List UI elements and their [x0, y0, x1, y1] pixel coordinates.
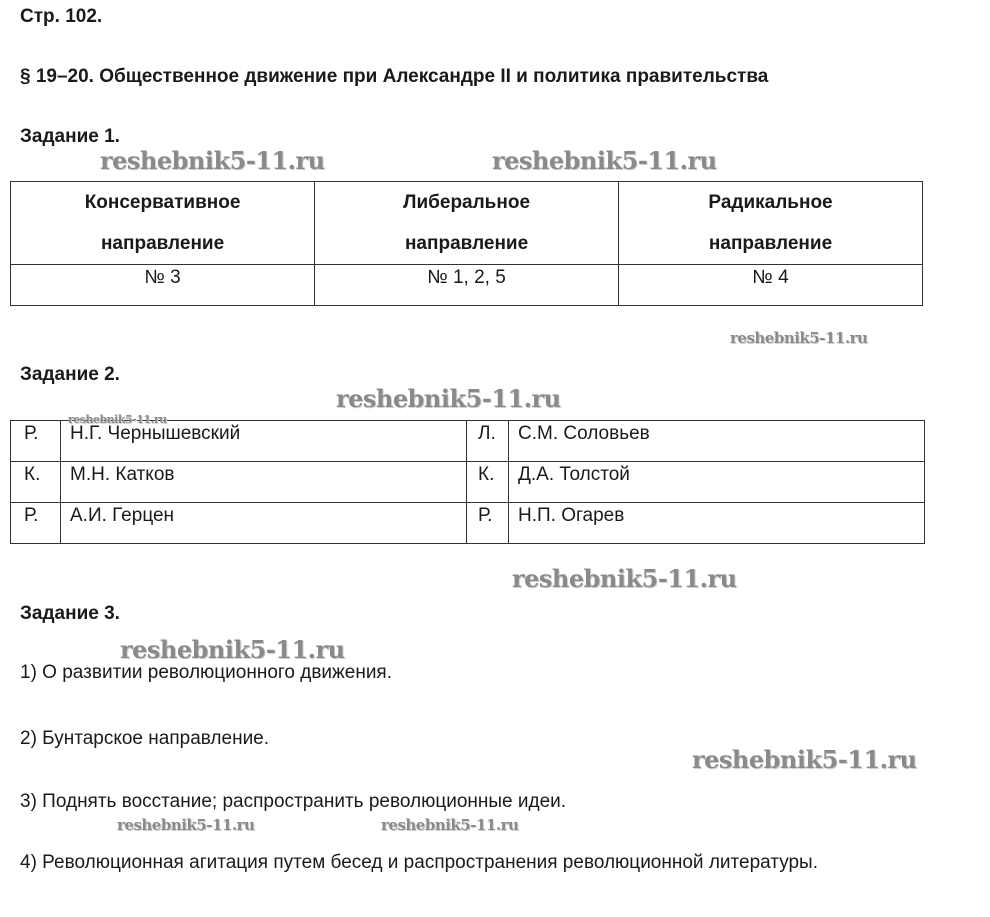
watermark: reshebnik5-11.ru: [512, 564, 737, 593]
watermark: reshebnik5-11.ru: [100, 146, 325, 175]
header-radical: Радикальное направление: [619, 182, 923, 265]
watermark: reshebnik5-11.ru: [117, 816, 255, 834]
value-liberal: № 1, 2, 5: [315, 265, 619, 306]
mark-cell: К.: [11, 462, 61, 503]
answer-4: 4) Революционная агитация путем бесед и распространения революционной литературы.: [20, 852, 818, 873]
section-title: § 19–20. Общественное движение при Александре II и политика правительства: [20, 66, 769, 87]
name-cell: М.Н. Катков: [61, 462, 467, 503]
watermark: reshebnik5-11.ru: [492, 146, 717, 175]
task1-table: [10, 181, 923, 306]
mark-cell: Р.: [11, 503, 61, 544]
task1-title: Задание 1.: [20, 126, 120, 147]
watermark: reshebnik5-11.ru: [381, 816, 519, 834]
value-conservative: № 3: [11, 265, 315, 306]
mark-cell: Р.: [467, 503, 509, 544]
header-liberal: Либеральное направление: [315, 182, 619, 265]
watermark: reshebnik5-11.ru: [120, 635, 345, 664]
watermark: reshebnik5-11.ru: [336, 384, 561, 413]
mark-cell: Р.: [11, 421, 61, 462]
page-number: Стр. 102.: [20, 6, 103, 27]
watermark: reshebnik5-11.ru: [68, 413, 167, 426]
answer-3: 3) Поднять восстание; распространить революционные идеи.: [20, 791, 567, 812]
answer-2: 2) Бунтарское направление.: [20, 728, 270, 749]
watermark: reshebnik5-11.ru: [692, 745, 917, 774]
value-radical: № 4: [619, 265, 923, 306]
header-conservative: Консервативное направление: [11, 182, 315, 265]
watermark: reshebnik5-11.ru: [730, 329, 868, 347]
table-row: [11, 503, 925, 544]
name-cell: С.М. Соловьев: [509, 421, 925, 462]
mark-cell: К.: [467, 462, 509, 503]
table-row: [11, 462, 925, 503]
name-cell: Н.П. Огарев: [509, 503, 925, 544]
name-cell: Н.Г. Чернышевский: [61, 421, 467, 462]
task2-table: [10, 420, 925, 544]
mark-cell: Л.: [467, 421, 509, 462]
task3-title: Задание 3.: [20, 603, 120, 624]
answer-1: 1) О развитии революционного движения.: [20, 662, 392, 683]
name-cell: А.И. Герцен: [61, 503, 467, 544]
table-row: [11, 421, 925, 462]
task2-title: Задание 2.: [20, 364, 120, 385]
name-cell: Д.А. Толстой: [509, 462, 925, 503]
